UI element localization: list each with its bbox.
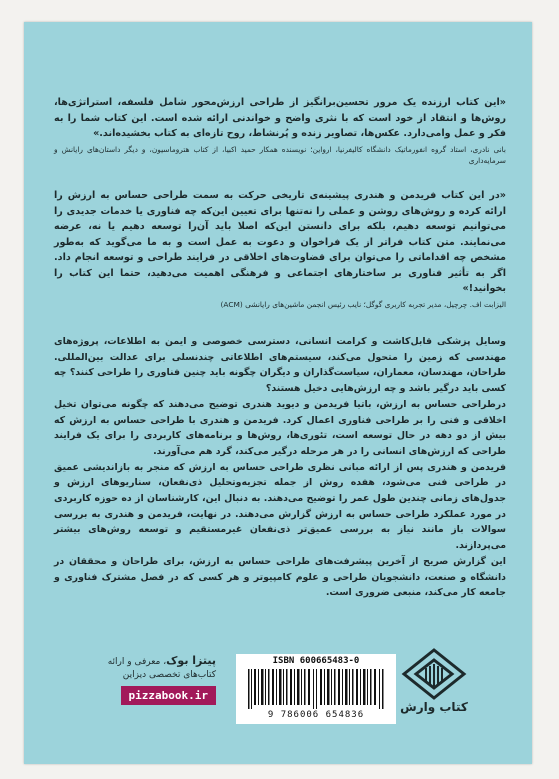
- quote-1-text: «این کتاب ارزنده یک مرور تحسین‌برانگیز از طراحی ارزش‌محور شامل فلسفه، استراتژی‌ها، روش‌ها و انتقاد از خود است که با نثری واضح و خواندنی ارائه شده است. این کتاب شما را به فکر و عمل وامی‌دارد. عکس‌ها، تصاویر زنده و پُرنشاط، روح تازه‌ای به کتاب بخشیده‌اند.»: [54, 97, 506, 139]
- description-paragraph: وسایل پزشکی قابل‌کاشت و کرامت انسانی، دسترسی خصوصی و ایمن به اطلاعات، پروژه‌های مهندسی که زمین را متحول می‌کند، سیستم‌های اطلاعاتی چندنسلی برای عدالت بین‌المللی. طراحان، مهندسان، معماران، سیاست‌گذاران و دیگران چگونه باید چنین فناوری را طراحی کنند؟ چه کسی باید درگیر باشد و چه ارزش‌هایی دخیل هستند؟: [54, 336, 506, 395]
- quote-1-attribution: بانی نادری، استاد گروه انفورماتیک دانشگاه کالیفرنیا، ارواین؛ نویسنده همکار حمید اکبیا، از کتاب هتروماسیون، و دیگر داستان‌های رایانش و سرمایه‌داری: [54, 144, 506, 165]
- cover-footer: [24, 644, 532, 744]
- quote-2-attribution: الیزابت اف. چرچیل، مدیر تجربه کاربری گوگل؛ نایب رئیس انجمن ماشین‌های رایانشی (ACM): [220, 299, 506, 309]
- promo-brand: پیتزا بوک: [166, 654, 216, 667]
- description-paragraph: این گزارش صریح از آخرین پیشرفت‌های طراحی حساس به ارزش، برای طراحان و محققان در دانشگاه و صنعت، دانشجویان طراحی و علوم کامپیوتر و هر کسی که در فصل مشترک فناوری و جامعه کار می‌کند، منبعی ضروری است.: [54, 555, 506, 599]
- endorsement-quote-1: [54, 95, 506, 166]
- endorsement-quote-2: [54, 188, 506, 310]
- quote-2-text: «در این کتاب فریدمن و هندری پیشینه‌ی تاریخی حرکت به سمت طراحی حساس به ارزش را ارائه کرده و روش‌های روشن و عملی را نه‌تنها برای تعیین این‌که چه فناوری یا خدمات جدیدی را می‌توانیم توسعه دهیم، بلکه برای دانستن این‌که اصلا باید آن‌را توسعه دهیم یا نه، عرضه می‌نمایند. متن کتاب فراتر از یک فراخوان و دعوت به عمل است و به ما می‌گوید که به‌طور مشخص چه اقداماتی را می‌توان برای قضاوت‌های اخلاقی در فرایند طراحی و توسعه انجام داد. اگر به تأثیر فناوری بر ساختارهای اجتماعی و فرهنگی اهمیت می‌دهید، حتما این کتاب را بخوانید!»: [54, 190, 506, 294]
- promo-subtitle: کتاب‌های تخصصی دیزاین: [122, 670, 216, 680]
- book-description: [54, 334, 506, 601]
- promo-tagline: ، معرفی و ارائه: [107, 657, 167, 667]
- isbn-barcode: [236, 654, 396, 724]
- publisher-promo: [66, 654, 216, 705]
- description-paragraph: درطراحی حساس به ارزش، باتیا فریدمن و دیوید هندری توضیح می‌دهند که چگونه می‌توان تخیل اخلاقی و فنی را بر طراحی فناوری اعمال کرد. فریدمن و هندری با طراحی حساس به ارزش که بیش از دو دهه در حال توسعه است، تئوری‌ها، روش‌ها و برنامه‌های کاربردی را برای یک فرایند طراحی که ارزش‌های انسانی را در هر مرحله درگیر می‌کند، گرد هم می‌آورند.: [54, 398, 506, 457]
- barcode-bars: [246, 669, 386, 709]
- book-pen-emblem-icon: [394, 646, 474, 736]
- barcode-digits: 9 786006 654836: [267, 710, 365, 720]
- isbn-label: ISBN 600665483-0: [272, 656, 360, 666]
- publisher-logo-name: کتاب وارش: [400, 700, 468, 714]
- promo-url[interactable]: pizzabook.ir: [121, 686, 216, 705]
- description-paragraph: فریدمن و هندری پس از ارائه مبانی نظری طراحی حساس به ارزش که منجر به بازاندیشی عمیق در طراحی فنی می‌شود، هفده روش از جمله تجزیه‌وتحلیل ذی‌نفعان، سناریوهای ارزش و جدول‌های زمانی چندین طول عمر را توضیح می‌دهند. به دنبال این، کارشناسان از ده حوزه کاربردی در مورد عملکرد طراحی حساس به ارزش گزارش می‌دهند. در نهایت، فریدمن و هندری به بررسی سوالات باز مانند نیاز به بررسی عمیق‌تر ذی‌نفعان غیرمستقیم و توسعه روش‌های بیشتر می‌پردازند.: [54, 461, 506, 552]
